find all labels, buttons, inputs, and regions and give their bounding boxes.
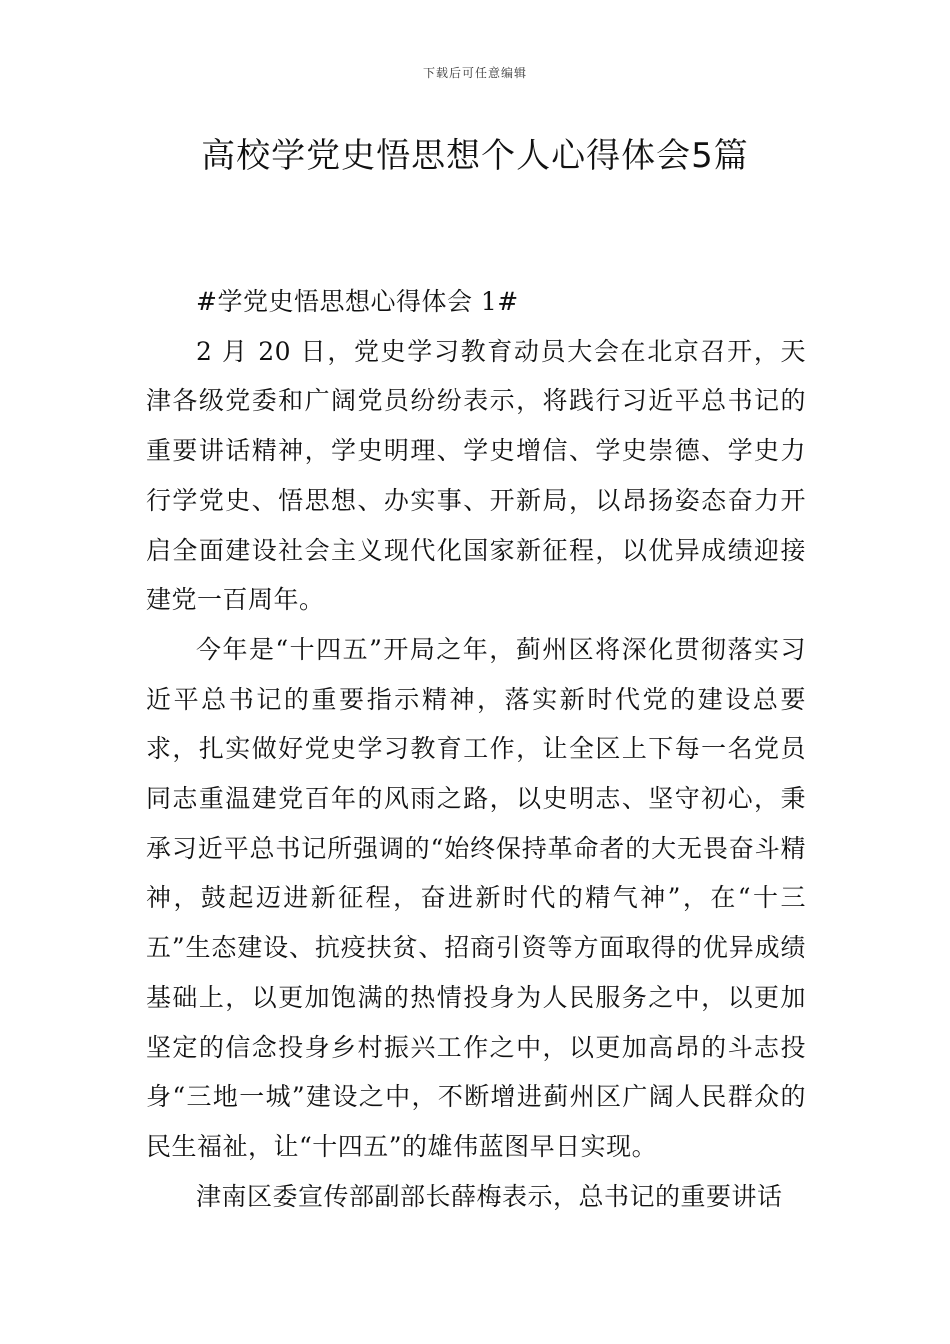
document-body [146, 277, 806, 1221]
body-paragraph: 今年是“十四五”开局之年，蓟州区将深化贯彻落实习近平总书记的重要指示精神，落实新时代党的建设总要求，扎实做好党史学习教育工作，让全区上下每一名党员同志重温建党百年的风雨之路，以史明志、坚守初心，秉承习近平总书记所强调的“始终保持革命者的大无畏奋斗精神，鼓起迈进新征程，奋进新时代的精气神”，在“十三五”生态建设、抗疫扶贫、招商引资等方面取得的优异成绩基础上，以更加饱满的热情投身为人民服务之中，以更加坚定的信念投身乡村振兴工作之中，以更加高昂的斗志投身“三地一城”建设之中，不断增进蓟州区广阔人民群众的民生福祉，让“十四五”的雄伟蓝图早日实现。 [146, 634, 806, 1161]
body-paragraph: 2 月 20 日，党史学习教育动员大会在北京召开，天津各级党委和广阔党员纷纷表示，将践行习近平总书记的重要讲话精神，学史明理、学史增信、学史崇德、学史力行学党史、悟思想、办实事、开新局，以昂扬姿态奋力开启全面建设社会主义现代化国家新征程，以优异成绩迎接建党一百周年。 [146, 336, 806, 615]
header-note: 下载后可任意编辑 [422, 66, 527, 80]
document-title: 高校学党史悟思想个人心得体会5篇 [201, 136, 749, 176]
section-heading: #学党史悟思想心得体会 1# [196, 287, 519, 316]
body-paragraph: 津南区委宣传部副部长薛梅表示，总书记的重要讲话 [196, 1181, 783, 1211]
